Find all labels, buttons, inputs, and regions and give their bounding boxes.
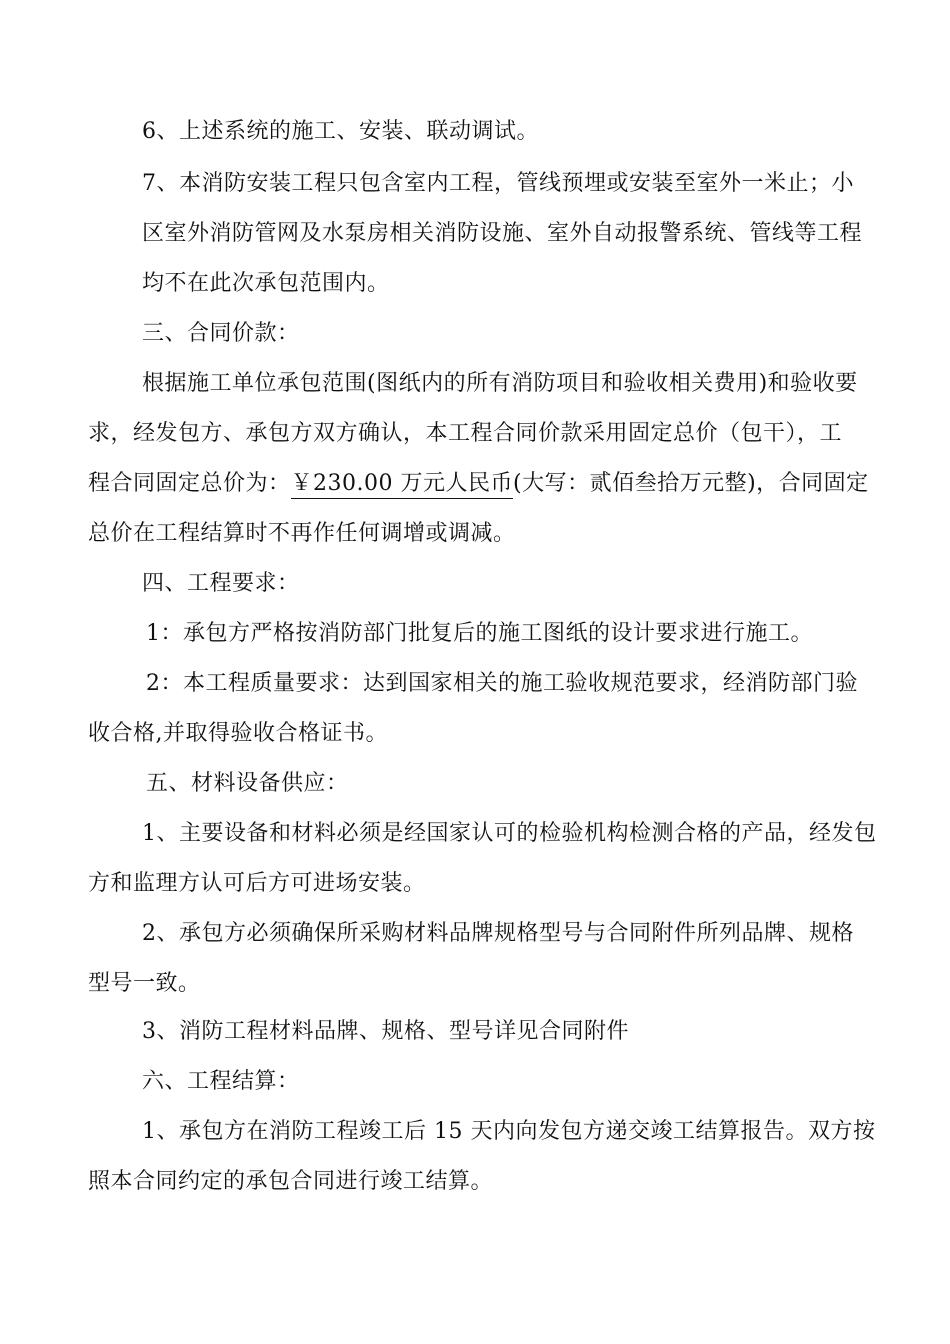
materials-3: 3、消防工程材料品牌、规格、型号详见合同附件 xyxy=(142,1019,629,1044)
settlement-1-line-2: 照本合同约定的承包合同进行竣工结算。 xyxy=(88,1169,494,1194)
settlement-1-line-1: 1、承包方在消防工程竣工后 15 天内向发包方递交竣工结算报告。双方按 xyxy=(142,1119,876,1144)
materials-1-line-2: 方和监理方认可后方可进场安装。 xyxy=(88,871,426,896)
clause-7-line-1: 7、本消防安装工程只包含室内工程，管线预埋或安装至室外一米止；小 xyxy=(142,171,854,196)
section-heading-contract-price: 三、合同价款： xyxy=(142,321,300,346)
section-heading-materials: 五、材料设备供应： xyxy=(146,771,349,796)
requirement-2-line-1: 2：本工程质量要求：达到国家相关的施工验收规范要求，经消防部门验 xyxy=(146,671,858,696)
contract-price-amount: ￥230.00 万元人民币 xyxy=(291,471,513,499)
requirement-2-line-2: 收合格,并取得验收合格证书。 xyxy=(88,721,388,746)
section-heading-settlement: 六、工程结算： xyxy=(142,1069,300,1094)
clause-7-line-3: 均不在此次承包范围内。 xyxy=(142,271,390,296)
price-capital-note: (大写：贰佰叁拾万元整)，合同固定 xyxy=(513,471,869,496)
section-heading-requirements: 四、工程要求： xyxy=(142,571,300,596)
clause-6: 6、上述系统的施工、安装、联动调试。 xyxy=(142,119,539,144)
price-label: 程合同固定总价为： xyxy=(88,471,291,496)
price-paragraph-line-1: 根据施工单位承包范围(图纸内的所有消防项目和验收相关费用)和验收要 xyxy=(142,371,858,396)
materials-2-line-1: 2、承包方必须确保所采购材料品牌规格型号与合同附件所列品牌、规格 xyxy=(142,921,854,946)
price-paragraph-line-2: 求，经发包方、承包方双方确认，本工程合同价款采用固定总价（包干），工 xyxy=(88,421,843,446)
clause-7-line-2: 区室外消防管网及水泵房相关消防设施、室外自动报警系统、管线等工程 xyxy=(142,221,863,246)
materials-1-line-1: 1、主要设备和材料必须是经国家认可的检验机构检测合格的产品，经发包 xyxy=(142,821,877,846)
price-paragraph-line-4: 总价在工程结算时不再作任何调增或调减。 xyxy=(88,521,516,546)
price-paragraph-line-3 xyxy=(88,470,869,498)
requirement-1: 1：承包方严格按消防部门批复后的施工图纸的设计要求进行施工。 xyxy=(146,621,813,646)
materials-2-line-2: 型号一致。 xyxy=(88,971,201,996)
